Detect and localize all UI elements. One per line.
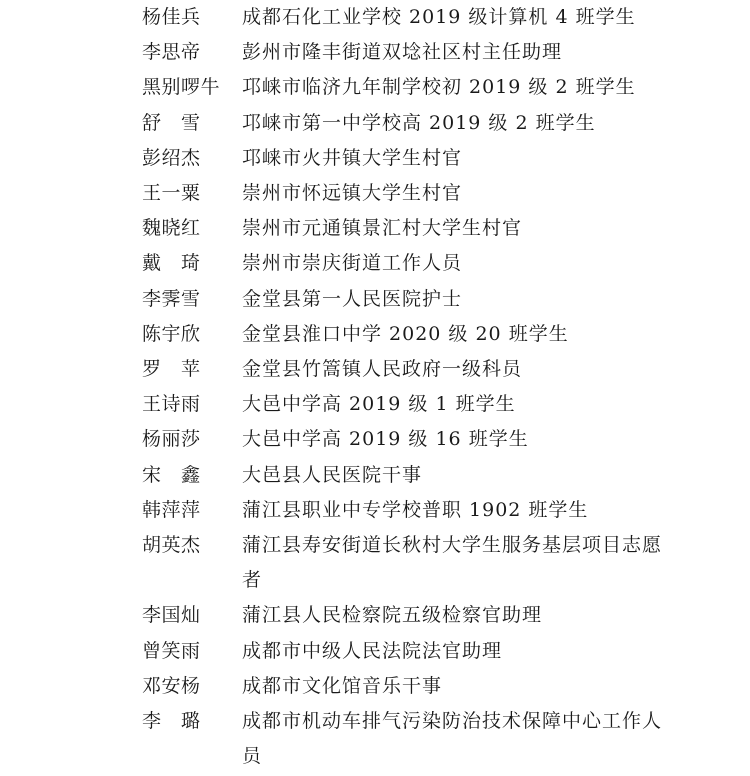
person-description: 蒲江县人民检察院五级检察官助理 xyxy=(242,604,543,627)
person-description: 大邑中学高 2019 级 16 班学生 xyxy=(242,428,529,451)
list-item xyxy=(142,282,662,317)
person-name: 彭绍杰 xyxy=(142,146,201,169)
person-name: 宋 鑫 xyxy=(142,463,201,486)
person-description: 金堂县淮口中学 2020 级 20 班学生 xyxy=(242,322,569,345)
person-name: 罗 苹 xyxy=(142,358,201,381)
list-item xyxy=(142,528,662,598)
list-item xyxy=(142,634,662,669)
person-name: 黑别啰牛 xyxy=(142,76,221,99)
list-item xyxy=(142,493,662,528)
person-description: 崇州市崇庆街道工作人员 xyxy=(242,252,463,275)
person-description: 大邑中学高 2019 级 1 班学生 xyxy=(242,393,516,416)
person-name: 韩萍萍 xyxy=(142,498,201,521)
person-description: 彭州市隆丰街道双埝社区村主任助理 xyxy=(242,41,563,64)
person-description: 蒲江县职业中专学校普职 1902 班学生 xyxy=(242,498,589,521)
list-item xyxy=(142,106,662,141)
person-name: 王一粟 xyxy=(142,182,201,205)
list-item xyxy=(142,141,662,176)
list-item xyxy=(142,70,662,105)
list-item xyxy=(142,352,662,387)
person-name: 胡英杰 xyxy=(142,534,201,557)
person-description: 邛崃市第一中学校高 2019 级 2 班学生 xyxy=(242,111,596,134)
person-name: 陈宇欣 xyxy=(142,322,201,345)
list-item xyxy=(142,669,662,704)
person-name: 舒 雪 xyxy=(142,111,201,134)
person-description: 崇州市怀远镇大学生村官 xyxy=(242,182,463,205)
person-name: 魏晓红 xyxy=(142,217,201,240)
list-item xyxy=(142,246,662,281)
person-description: 邛崃市火井镇大学生村官 xyxy=(242,146,463,169)
person-name: 李 璐 xyxy=(142,710,201,733)
person-name: 李霁雪 xyxy=(142,287,201,310)
list-item xyxy=(142,598,662,633)
person-description: 成都石化工业学校 2019 级计算机 4 班学生 xyxy=(242,6,636,28)
person-name: 邓安杨 xyxy=(142,674,201,697)
list-item xyxy=(142,317,662,352)
person-name: 杨佳兵 xyxy=(142,6,201,28)
person-description: 金堂县第一人民医院护士 xyxy=(242,287,463,310)
person-name: 李国灿 xyxy=(142,604,201,627)
person-description: 邛崃市临济九年制学校初 2019 级 2 班学生 xyxy=(242,76,636,99)
list-item xyxy=(142,458,662,493)
person-description: 大邑县人民医院干事 xyxy=(242,463,423,486)
person-name: 杨丽莎 xyxy=(142,428,201,451)
person-name: 戴 琦 xyxy=(142,252,201,275)
person-name: 曾笑雨 xyxy=(142,639,201,662)
person-description: 崇州市元通镇景汇村大学生村官 xyxy=(242,217,523,240)
list-item xyxy=(142,211,662,246)
person-name: 王诗雨 xyxy=(142,393,201,416)
person-name: 李思帝 xyxy=(142,41,201,64)
list-item xyxy=(142,422,662,457)
person-description: 成都市文化馆音乐干事 xyxy=(242,674,443,697)
person-description: 成都市机动车排气污染防治技术保障中心工作人员 xyxy=(242,710,663,768)
list-item xyxy=(142,387,662,422)
person-description: 蒲江县寿安街道长秋村大学生服务基层项目志愿者 xyxy=(242,534,663,592)
list-item xyxy=(142,0,662,35)
list-item xyxy=(142,704,662,774)
list-item xyxy=(142,35,662,70)
person-description: 金堂县竹篙镇人民政府一级科员 xyxy=(242,358,523,381)
person-description: 成都市中级人民法院法官助理 xyxy=(242,639,503,662)
list-item xyxy=(142,176,662,211)
